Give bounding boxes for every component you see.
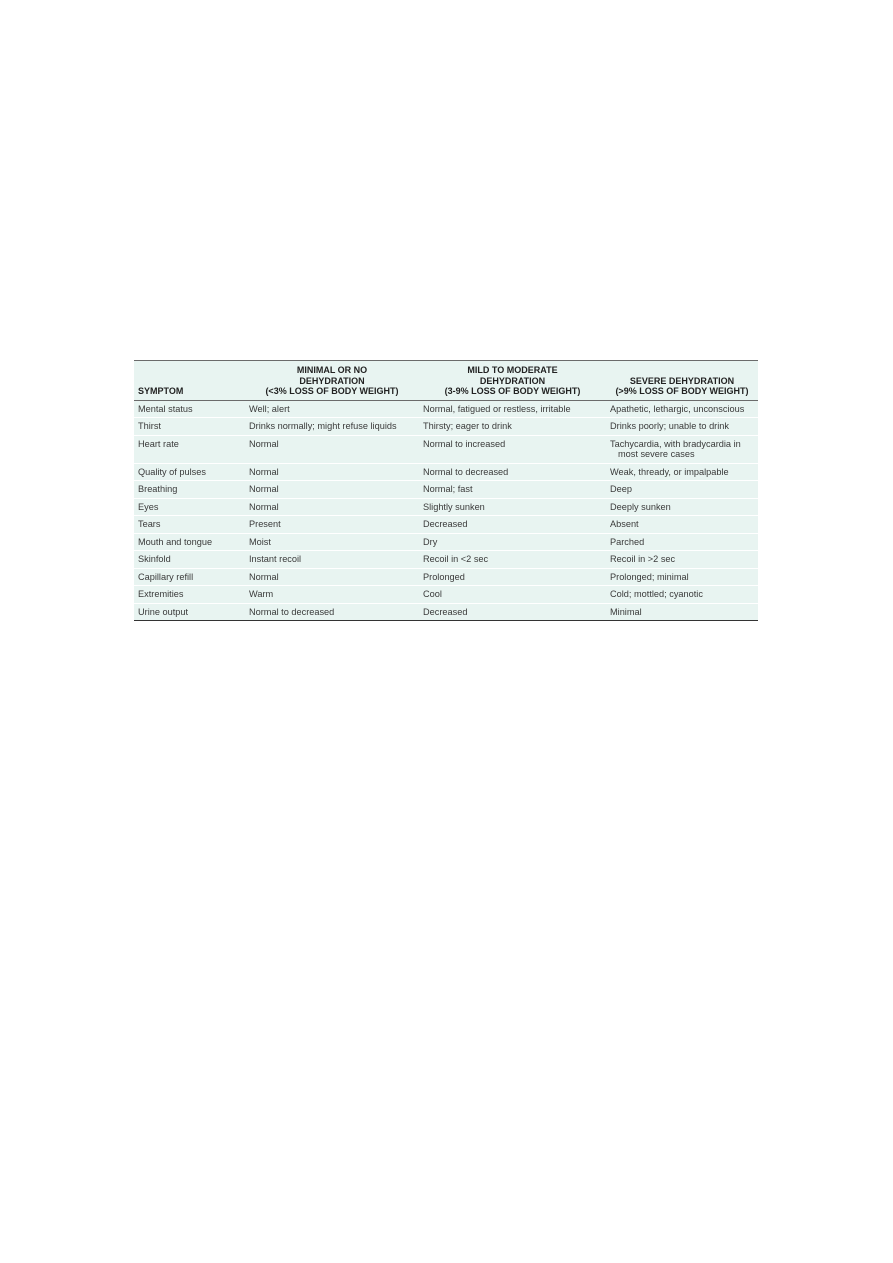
- table-row: [134, 533, 758, 551]
- header-line: (>9% LOSS OF BODY WEIGHT): [615, 386, 749, 396]
- symptom-cell: [134, 498, 245, 516]
- cell-text: Normal to increased: [423, 438, 506, 449]
- header-line: (3-9% LOSS OF BODY WEIGHT): [444, 386, 581, 396]
- moderate-cell: [419, 603, 606, 621]
- header-mild-moderate-dehydration: [419, 361, 606, 401]
- minimal-cell: [245, 568, 419, 586]
- table-header: [134, 361, 758, 401]
- symptom-cell: [134, 516, 245, 534]
- cell-text: Recoil in >2 sec: [610, 554, 676, 564]
- cell-text: Tears: [138, 519, 161, 529]
- cell-text: Cool: [423, 589, 442, 599]
- cell-text: Capillary refill: [138, 571, 194, 582]
- cell-text: Normal, fatigued or restless, irritable: [423, 403, 571, 414]
- severe-cell: [606, 551, 758, 569]
- cell-text: Decreased: [423, 606, 468, 617]
- symptom-cell: [134, 400, 245, 418]
- severe-cell: [606, 516, 758, 534]
- table-row: [134, 586, 758, 604]
- symptom-cell: [134, 481, 245, 499]
- cell-text: Moist: [249, 536, 271, 547]
- minimal-cell: [245, 516, 419, 534]
- cell-text: Breathing: [138, 484, 178, 494]
- cell-text: Prolonged; minimal: [610, 571, 689, 582]
- cell-text: Present: [249, 519, 281, 529]
- header-minimal-dehydration: [245, 361, 419, 401]
- cell-text: Heart rate: [138, 438, 179, 449]
- table-row: [134, 603, 758, 621]
- symptom-cell: [134, 435, 245, 463]
- severe-cell: [606, 435, 758, 463]
- severe-cell: [606, 418, 758, 436]
- cell-text: Mouth and tongue: [138, 536, 213, 547]
- cell-text: Eyes: [138, 501, 159, 512]
- cell-text: Apathetic, lethargic, unconscious: [610, 403, 745, 414]
- cell-text: Normal: [249, 571, 279, 582]
- moderate-cell: [419, 568, 606, 586]
- cell-text: Deeply sunken: [610, 501, 671, 512]
- header-line: DEHYDRATION: [479, 375, 546, 386]
- table-row: [134, 498, 758, 516]
- cell-text: Deep: [610, 484, 632, 494]
- cell-text: Slightly sunken: [423, 501, 485, 512]
- cell-text: Recoil in <2 sec: [423, 554, 489, 564]
- severe-cell: [606, 400, 758, 418]
- symptom-cell: [134, 568, 245, 586]
- minimal-cell: [245, 400, 419, 418]
- moderate-cell: [419, 551, 606, 569]
- header-symptom: [134, 361, 245, 401]
- symptom-cell: [134, 533, 245, 551]
- cell-text: Normal: [249, 484, 279, 494]
- cell-text: Quality of pulses: [138, 466, 206, 477]
- minimal-cell: [245, 481, 419, 499]
- cell-text: Parched: [610, 536, 645, 547]
- symptom-cell: [134, 463, 245, 481]
- cell-text: Prolonged: [423, 571, 465, 582]
- header-line: MINIMAL OR NO: [296, 365, 368, 375]
- symptom-cell: [134, 418, 245, 436]
- table-row: [134, 516, 758, 534]
- minimal-cell: [245, 603, 419, 621]
- header-line: DEHYDRATION: [299, 375, 365, 386]
- moderate-cell: [419, 516, 606, 534]
- cell-text: Thirst: [138, 421, 161, 431]
- cell-text: Drinks normally; might refuse liquids: [249, 421, 397, 431]
- header-line: SYMPTOM: [138, 386, 184, 396]
- cell-text: Normal: [249, 501, 279, 512]
- moderate-cell: [419, 533, 606, 551]
- cell-text: Instant recoil: [249, 554, 302, 564]
- moderate-cell: [419, 481, 606, 499]
- cell-text: Normal to decreased: [249, 606, 335, 617]
- header-line: (<3% LOSS OF BODY WEIGHT): [265, 386, 399, 396]
- severe-cell: [606, 463, 758, 481]
- symptom-cell: [134, 586, 245, 604]
- cell-text: Minimal: [610, 606, 642, 617]
- severe-cell: [606, 533, 758, 551]
- header-line: MILD TO MODERATE: [467, 365, 558, 375]
- header-severe-dehydration: [606, 361, 758, 401]
- cell-text: Cold; mottled; cyanotic: [610, 589, 703, 599]
- cell-text: Well; alert: [249, 403, 290, 414]
- minimal-cell: [245, 435, 419, 463]
- minimal-cell: [245, 551, 419, 569]
- table-row: [134, 435, 758, 463]
- severe-cell: [606, 498, 758, 516]
- cell-text: Thirsty; eager to drink: [423, 421, 512, 431]
- cell-text: Weak, thready, or impalpable: [610, 466, 729, 477]
- moderate-cell: [419, 463, 606, 481]
- severe-cell: [606, 603, 758, 621]
- severe-cell: [606, 568, 758, 586]
- moderate-cell: [419, 418, 606, 436]
- table-body: [134, 400, 758, 621]
- table-row: [134, 551, 758, 569]
- table-row: [134, 463, 758, 481]
- cell-text: Normal: [249, 466, 279, 477]
- cell-text: Skinfold: [138, 554, 171, 564]
- moderate-cell: [419, 498, 606, 516]
- cell-text: Normal; fast: [423, 484, 473, 494]
- table-row: [134, 568, 758, 586]
- cell-text: Urine output: [138, 606, 189, 617]
- cell-text: Tachycardia, with bradycardia in most severe cases: [610, 438, 741, 459]
- cell-text: Absent: [610, 519, 639, 529]
- cell-text: Extremities: [138, 589, 184, 599]
- minimal-cell: [245, 533, 419, 551]
- table-row: [134, 481, 758, 499]
- moderate-cell: [419, 586, 606, 604]
- cell-text: Dry: [423, 536, 438, 547]
- minimal-cell: [245, 498, 419, 516]
- severe-cell: [606, 586, 758, 604]
- dehydration-table-container: [134, 360, 758, 621]
- header-row: [134, 361, 758, 401]
- moderate-cell: [419, 435, 606, 463]
- minimal-cell: [245, 586, 419, 604]
- severe-cell: [606, 481, 758, 499]
- cell-text: Decreased: [423, 519, 468, 529]
- cell-text: Drinks poorly; unable to drink: [610, 421, 729, 431]
- moderate-cell: [419, 400, 606, 418]
- minimal-cell: [245, 463, 419, 481]
- symptom-cell: [134, 551, 245, 569]
- table-row: [134, 418, 758, 436]
- minimal-cell: [245, 418, 419, 436]
- cell-text: Mental status: [138, 403, 193, 414]
- table-row: [134, 400, 758, 418]
- dehydration-symptoms-table: [134, 360, 758, 621]
- cell-text: Normal: [249, 438, 279, 449]
- symptom-cell: [134, 603, 245, 621]
- cell-text: Normal to decreased: [423, 466, 509, 477]
- cell-text: Warm: [249, 589, 274, 599]
- header-line: SEVERE DEHYDRATION: [629, 375, 735, 386]
